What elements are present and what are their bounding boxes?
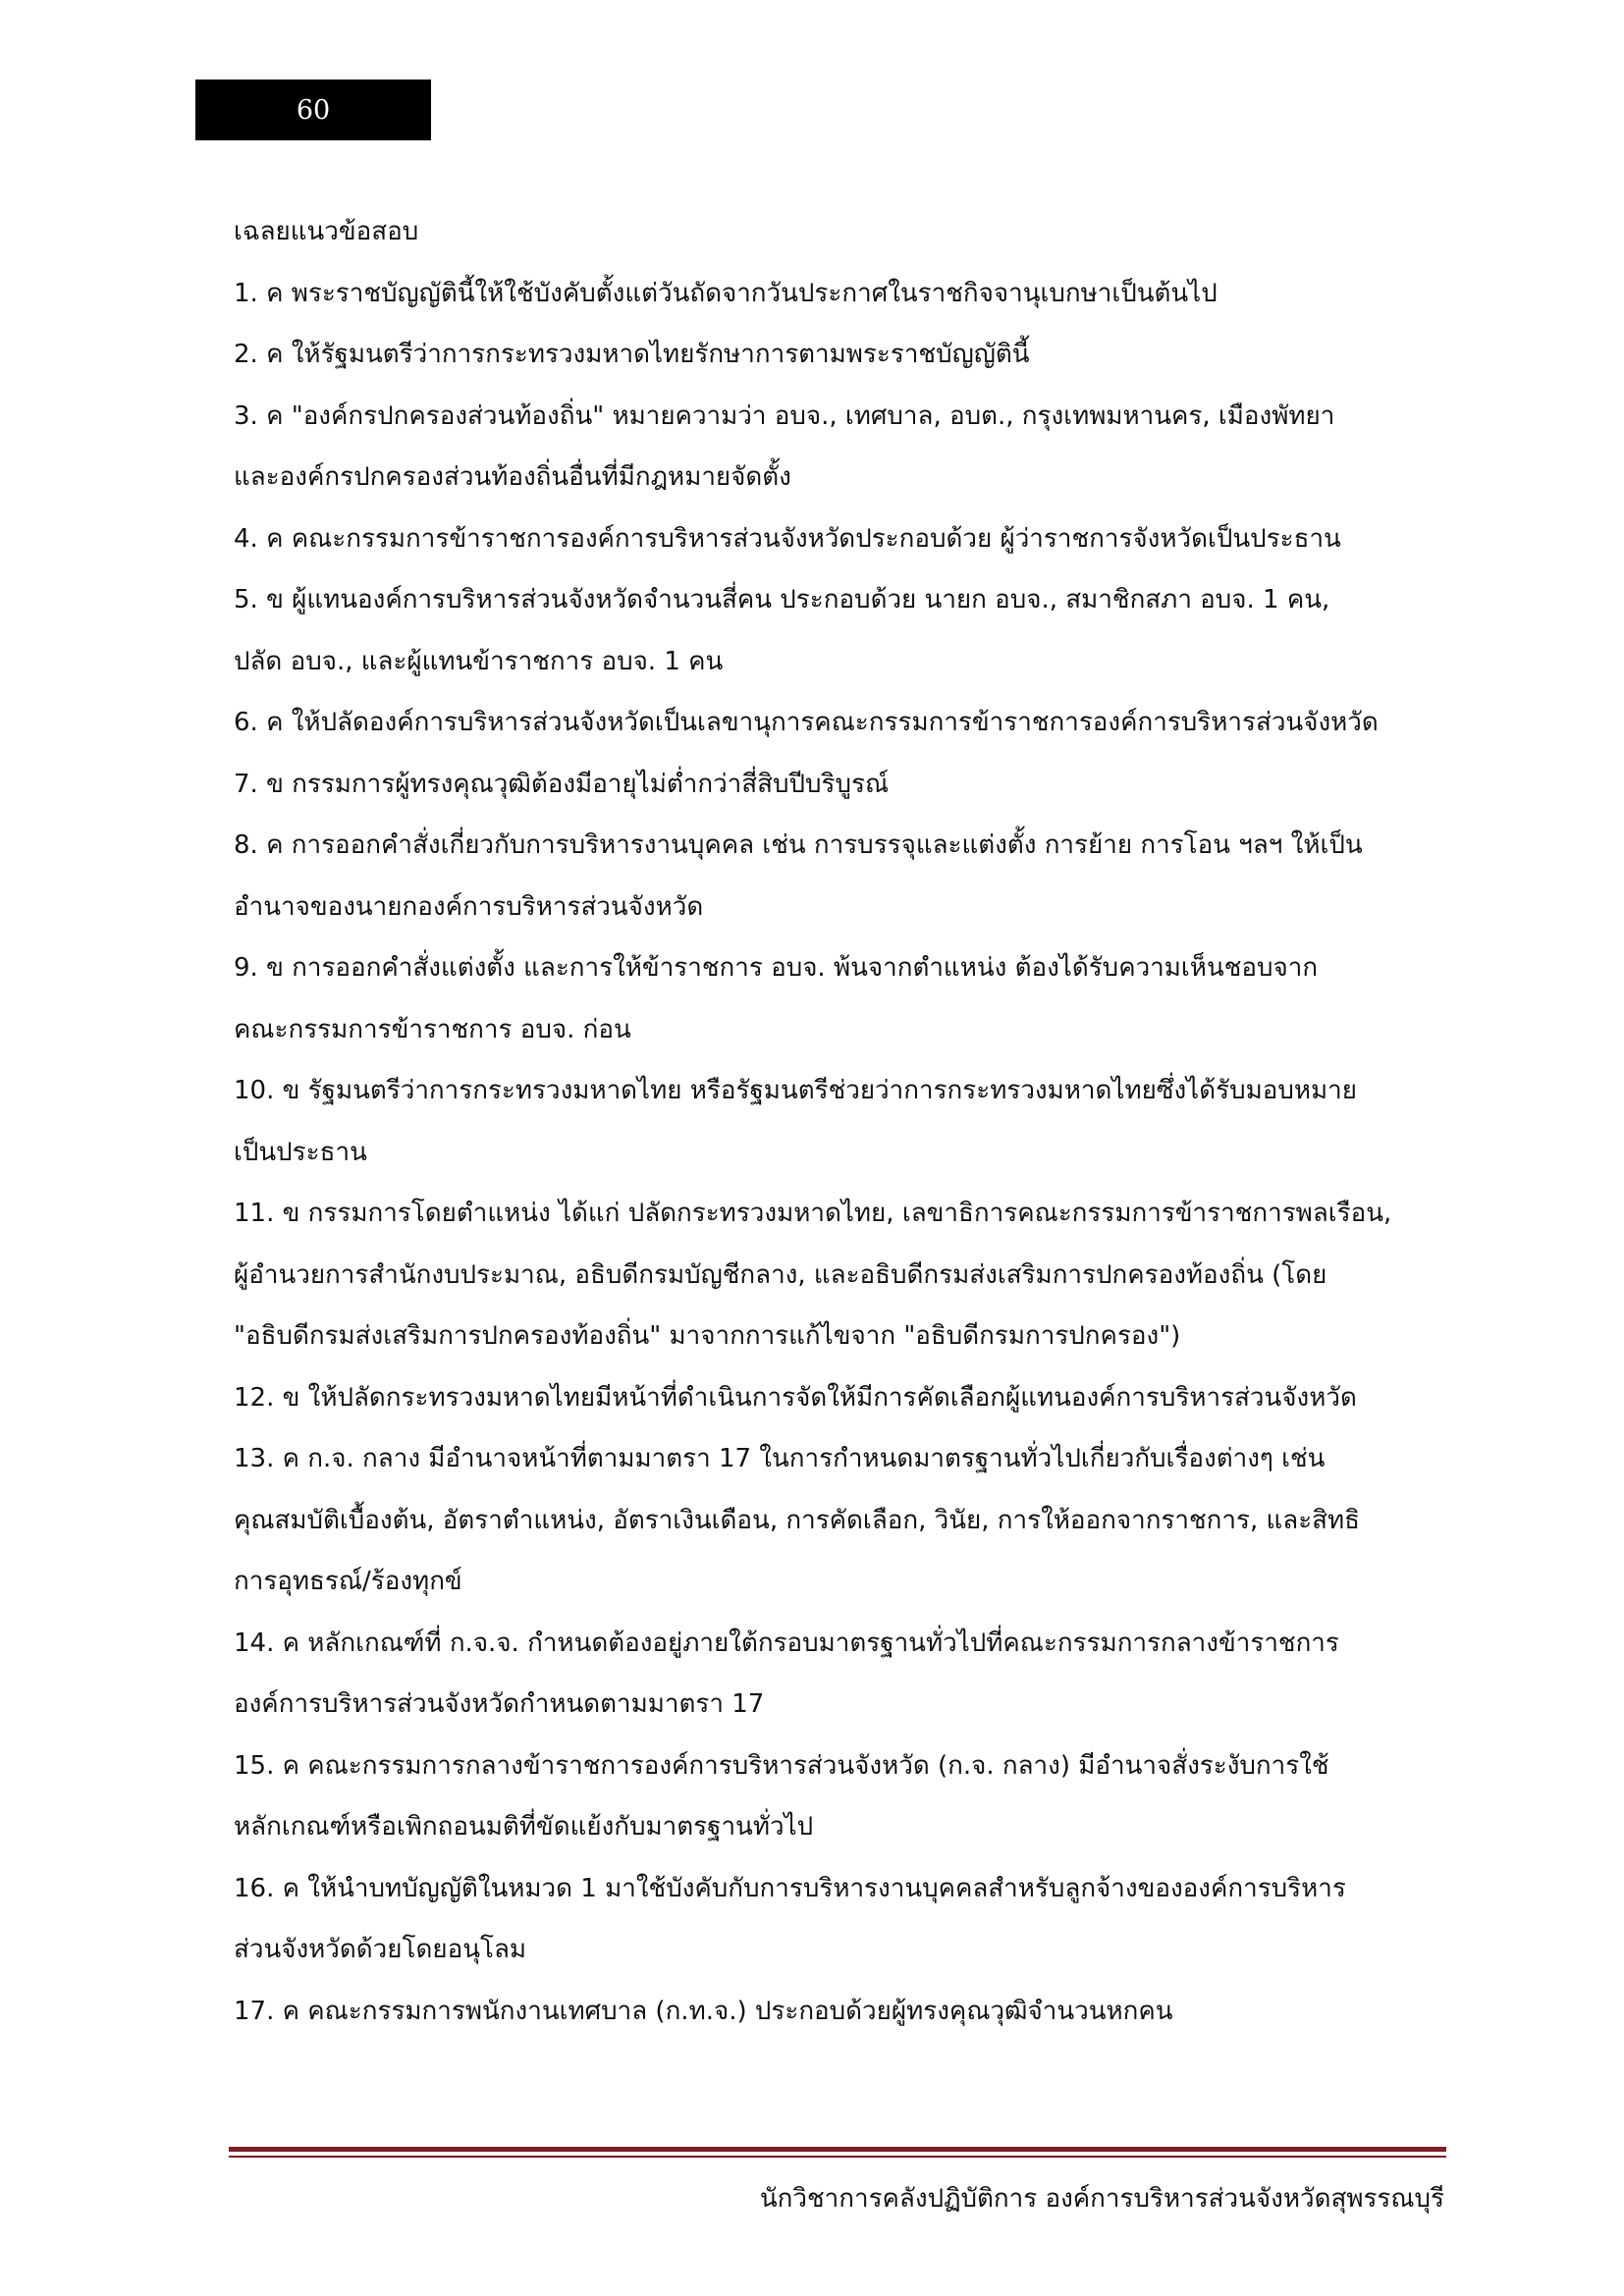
answer-line: 9. ข การออกคำสั่งแต่งตั้ง และการให้ข้าราชการ อบจ. พ้นจากตำแหน่ง ต้องได้รับความเห็นชอบจาก [234,953,1319,983]
answer-line: 10. ข รัฐมนตรีว่าการกระทรวงมหาดไทย หรือรัฐมนตรีช่วยว่าการกระทรวงมหาดไทยซึ่งได้รับมอบหมาย [234,1076,1357,1105]
answer-line: คุณสมบัติเบื้องต้น, อัตราตำแหน่ง, อัตราเงินเดือน, การคัดเลือก, วินัย, การให้ออกจากราชการ, และสิทธิ [234,1505,1361,1535]
answer-line: อำนาจของนายกองค์การบริหารส่วนจังหวัด [234,891,704,922]
footer-rule-thick [229,2147,1446,2152]
answer-line: ผู้อำนวยการสำนักงบประมาณ, อธิบดีกรมบัญชีกลาง, และอธิบดีกรมส่งเสริมการปกครองท้องถิ่น (โดย [234,1259,1327,1290]
answer-line: องค์การบริหารส่วนจังหวัดกำหนดตามมาตรา 17 [234,1689,765,1719]
answer-line: และองค์กรปกครองส่วนท้องถิ่นอื่นที่มีกฎหมายจัดตั้ง [234,462,791,492]
answer-line: 14. ค หลักเกณฑ์ที่ ก.จ.จ. กำหนดต้องอยู่ภายใต้กรอบมาตรฐานทั่วไปที่คณะกรรมการกลางข้าราชการ [234,1628,1339,1658]
footer-text: นักวิชาการคลังปฏิบัติการ องค์การบริหารส่วนจังหวัดสุพรรณบุรี [759,2184,1444,2214]
answer-line: 5. ข ผู้แทนองค์การบริหารส่วนจังหวัดจำนวนสี่คน ประกอบด้วย นายก อบจ., สมาชิกสภา อบจ. 1 คน, [234,585,1330,614]
answer-line: 8. ค การออกคำสั่งเกี่ยวกับการบริหารงานบุคคล เช่น การบรรจุและแต่งตั้ง การย้าย การโอน ฯลฯ ให้เป็น [234,830,1363,860]
answer-line: 12. ข ให้ปลัดกระทรวงมหาดไทยมีหน้าที่ดำเนินการจัดให้มีการคัดเลือกผู้แทนองค์การบริหารส่วนจังหวัด [234,1382,1357,1413]
answer-line: คณะกรรมการข้าราชการ อบจ. ก่อน [234,1014,631,1044]
answer-line: 6. ค ให้ปลัดองค์การบริหารส่วนจังหวัดเป็นเลขานุการคณะกรรมการข้าราชการองค์การบริหารส่วนจังหวัด [234,708,1379,737]
answer-key-body [234,201,1441,2042]
page-number-box [195,80,431,140]
answer-line: 2. ค ให้รัฐมนตรีว่าการกระทรวงมหาดไทยรักษาการตามพระราชบัญญัตินี้ [234,340,1030,369]
answer-line: 3. ค "องค์กรปกครองส่วนท้องถิ่น" หมายความว่า อบจ., เทศบาล, อบต., กรุงเทพมหานคร, เมืองพัทยา [234,400,1335,431]
footer-rule-thin [229,2156,1446,2158]
answer-line: 13. ค ก.จ. กลาง มีอำนาจหน้าที่ตามมาตรา 17 ในการกำหนดมาตรฐานทั่วไปเกี่ยวกับเรื่องต่างๆ เช่น [234,1444,1326,1473]
answer-line: 15. ค คณะกรรมการกลางข้าราชการองค์การบริหารส่วนจังหวัด (ก.จ. กลาง) มีอำนาจสั่งระงับการใช้ [234,1750,1329,1781]
answer-line: ส่วนจังหวัดด้วยโดยอนุโลม [234,1935,527,1964]
answer-line: 4. ค คณะกรรมการข้าราชการองค์การบริหารส่วนจังหวัดประกอบด้วย ผู้ว่าราชการจังหวัดเป็นประธาน [234,523,1341,554]
answer-line: 1. ค พระราชบัญญัตินี้ให้ใช้บังคับตั้งแต่วันถัดจากวันประกาศในราชกิจจานุเบกษาเป็นต้นไป [234,278,1218,308]
answer-line: 16. ค ให้นำบทบัญญัติในหมวด 1 มาใช้บังคับกับการบริหารงานบุคคลสำหรับลูกจ้างขององค์การบริหาร [234,1873,1346,1903]
answer-line: เป็นประธาน [234,1137,367,1167]
answer-line: ปลัด อบจ., และผู้แทนข้าราชการ อบจ. 1 คน [234,646,724,676]
page-number: 60 [296,94,331,126]
answer-line: "อธิบดีกรมส่งเสริมการปกครองท้องถิ่น" มาจากการแก้ไขจาก "อธิบดีกรมการปกครอง") [234,1321,1181,1351]
answer-line: หลักเกณฑ์หรือเพิกถอนมติที่ขัดแย้งกับมาตรฐานทั่วไป [234,1812,814,1842]
section-heading: เฉลยแนวข้อสอบ [234,217,419,246]
answer-line: การอุทธรณ์/ร้องทุกข์ [234,1567,462,1596]
answer-line: 11. ข กรรมการโดยตำแหน่ง ได้แก่ ปลัดกระทรวงมหาดไทย, เลขาธิการคณะกรรมการข้าราชการพลเรือน, [234,1199,1392,1228]
answer-line: 7. ข กรรมการผู้ทรงคุณวุฒิต้องมีอายุไม่ต่ำกว่าสี่สิบปีบริบูรณ์ [234,769,890,799]
answer-line: 17. ค คณะกรรมการพนักงานเทศบาล (ก.ท.จ.) ประกอบด้วยผู้ทรงคุณวุฒิจำนวนหกคน [234,1996,1173,2026]
